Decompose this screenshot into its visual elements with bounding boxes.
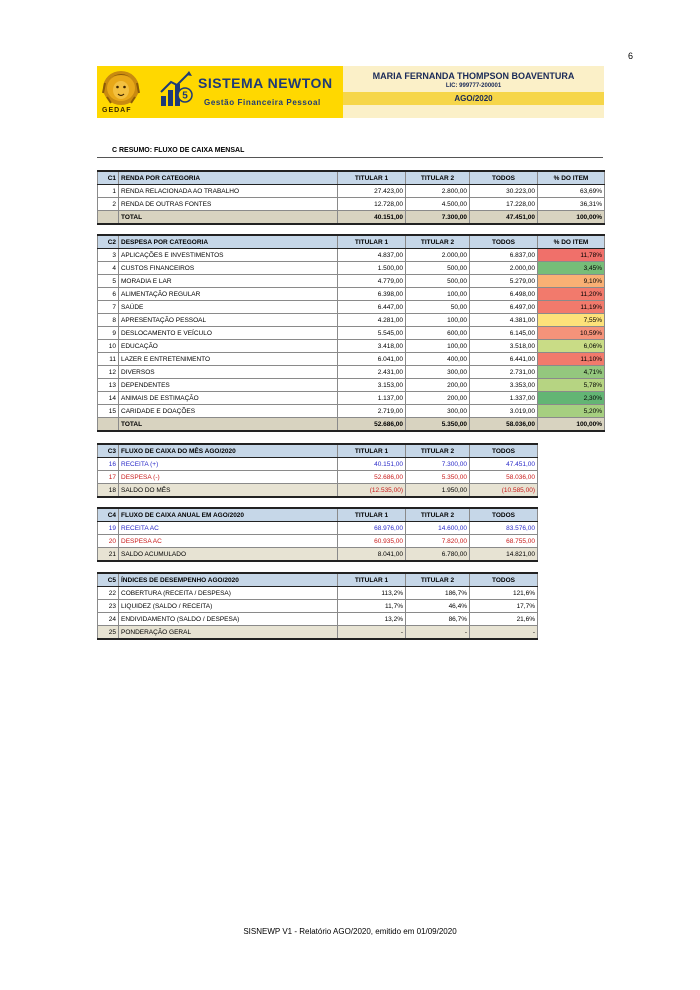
- logo-subtitle: Gestão Financeira Pessoal: [204, 98, 321, 107]
- titular-2-value: 5.350,00: [406, 471, 470, 484]
- column-header: TITULAR 2: [406, 171, 470, 185]
- row-label: MORADIA E LAR: [119, 275, 338, 288]
- percent-value: 11,10%: [538, 353, 605, 366]
- titular-2-value: 2.800,00: [406, 185, 470, 198]
- row-number: 15: [98, 405, 119, 418]
- percent-value: 2,30%: [538, 392, 605, 405]
- titular-1-value: 2.431,00: [338, 366, 406, 379]
- table-title: ÍNDICES DE DESEMPENHO AGO/2020: [119, 573, 338, 587]
- row-label: LAZER E ENTRETENIMENTO: [119, 353, 338, 366]
- table-row: [98, 471, 538, 484]
- titular-2-value: 600,00: [406, 327, 470, 340]
- row-label: CARIDADE E DOAÇÕES: [119, 405, 338, 418]
- titular-1-value: 11,7%: [338, 600, 406, 613]
- column-header: TODOS: [470, 444, 538, 458]
- column-header: TITULAR 1: [338, 508, 406, 522]
- table-title: FLUXO DE CAIXA DO MÊS AGO/2020: [119, 444, 338, 458]
- titular-1-value: 68.976,00: [338, 522, 406, 535]
- row-label: COBERTURA (RECEITA / DESPESA): [119, 587, 338, 600]
- titular-1-total: 40.151,00: [338, 211, 406, 225]
- titular-1-value: 4.837,00: [338, 249, 406, 262]
- lion-emblem-icon: [101, 69, 141, 107]
- row-label: RECEITA (+): [119, 458, 338, 471]
- titular-1-value: 8.041,00: [338, 548, 406, 562]
- titular-2-value: 46,4%: [406, 600, 470, 613]
- column-header: TITULAR 1: [338, 573, 406, 587]
- titular-1-value: 113,2%: [338, 587, 406, 600]
- todos-value: 121,6%: [470, 587, 538, 600]
- titular-1-value: 3.153,00: [338, 379, 406, 392]
- table-row: [98, 314, 605, 327]
- titular-2-total: 5.350,00: [406, 418, 470, 432]
- column-header: TITULAR 2: [406, 508, 470, 522]
- owner-license: LIC: 999777-200001: [445, 83, 502, 89]
- table-row: [98, 405, 605, 418]
- table-row: [98, 275, 605, 288]
- todos-value: 58.036,00: [470, 471, 538, 484]
- todos-value: 17,7%: [470, 600, 538, 613]
- titular-1-value: 4.281,00: [338, 314, 406, 327]
- table-row: [98, 458, 538, 471]
- titular-2-value: 300,00: [406, 366, 470, 379]
- page-number: 6: [628, 51, 634, 61]
- percent-value: 6,06%: [538, 340, 605, 353]
- logo-brand: GEDAF: [102, 107, 132, 114]
- titular-2-value: 100,00: [406, 288, 470, 301]
- table-row: [98, 613, 538, 626]
- titular-2-value: 50,00: [406, 301, 470, 314]
- percent-value: 4,71%: [538, 366, 605, 379]
- todos-value: 6.837,00: [470, 249, 538, 262]
- percent-value: 63,69%: [538, 185, 605, 198]
- row-number: 9: [98, 327, 119, 340]
- row-label: CUSTOS FINANCEIROS: [119, 262, 338, 275]
- todos-value: 2.731,00: [470, 366, 538, 379]
- table-row: [98, 522, 538, 535]
- row-label: RENDA DE OUTRAS FONTES: [119, 198, 338, 211]
- titular-2-value: -: [406, 626, 470, 640]
- table-row: [98, 262, 605, 275]
- table-fluxo-do-mes: [97, 443, 538, 498]
- todos-value: 30.223,00: [470, 185, 538, 198]
- todos-total: 58.036,00: [470, 418, 538, 432]
- row-label: DIVERSOS: [119, 366, 338, 379]
- report-header: [97, 66, 604, 118]
- row-number: 8: [98, 314, 119, 327]
- todos-value: 3.019,00: [470, 405, 538, 418]
- growth-chart-icon: [159, 70, 193, 108]
- total-row: [98, 211, 605, 225]
- row-label: SALDO DO MÊS: [119, 484, 338, 498]
- row-number: 2: [98, 198, 119, 211]
- titular-1-value: 3.418,00: [338, 340, 406, 353]
- todos-value: 68.755,00: [470, 535, 538, 548]
- row-number: 17: [98, 471, 119, 484]
- todos-value: 6.497,00: [470, 301, 538, 314]
- row-label: APRESENTAÇÃO PESSOAL: [119, 314, 338, 327]
- table-code: C5: [98, 573, 119, 587]
- table-row: [98, 198, 605, 211]
- table-row: [98, 484, 538, 498]
- percent-value: 11,78%: [538, 249, 605, 262]
- table-row: [98, 587, 538, 600]
- titular-2-value: 500,00: [406, 262, 470, 275]
- titular-2-value: 500,00: [406, 275, 470, 288]
- percent-value: 5,20%: [538, 405, 605, 418]
- percent-value: 10,59%: [538, 327, 605, 340]
- column-header: TITULAR 2: [406, 444, 470, 458]
- table-row: [98, 249, 605, 262]
- despesa-rows: [98, 249, 605, 418]
- row-number: 1: [98, 185, 119, 198]
- todos-value: 83.576,00: [470, 522, 538, 535]
- row-number: 24: [98, 613, 119, 626]
- column-header: TODOS: [470, 573, 538, 587]
- table-code: C2: [98, 235, 119, 249]
- percent-total: 100,00%: [538, 211, 605, 225]
- percent-value: 9,10%: [538, 275, 605, 288]
- titular-2-value: 86,7%: [406, 613, 470, 626]
- row-number: 4: [98, 262, 119, 275]
- table-code: C3: [98, 444, 119, 458]
- todos-value: 6.441,00: [470, 353, 538, 366]
- logo-title: SISTEMA NEWTON: [198, 75, 333, 91]
- row-number: 18: [98, 484, 119, 498]
- percent-value: 7,55%: [538, 314, 605, 327]
- row-label: DESPESA AC: [119, 535, 338, 548]
- row-label: APLICAÇÕES E INVESTIMENTOS: [119, 249, 338, 262]
- column-header: TODOS: [470, 171, 538, 185]
- column-header: TITULAR 2: [406, 235, 470, 249]
- titular-1-value: 4.779,00: [338, 275, 406, 288]
- row-label: LIQUIDEZ (SALDO / RECEITA): [119, 600, 338, 613]
- table-row: [98, 301, 605, 314]
- column-header: TITULAR 2: [406, 573, 470, 587]
- titular-1-value: 40.151,00: [338, 458, 406, 471]
- titular-1-value: 1.137,00: [338, 392, 406, 405]
- row-number: 11: [98, 353, 119, 366]
- row-label: SAÚDE: [119, 301, 338, 314]
- row-number: 22: [98, 587, 119, 600]
- table-title: FLUXO DE CAIXA ANUAL EM AGO/2020: [119, 508, 338, 522]
- table-row: [98, 185, 605, 198]
- table-code: C4: [98, 508, 119, 522]
- table-row: [98, 626, 538, 640]
- table-row: [98, 327, 605, 340]
- percent-value: 11,20%: [538, 288, 605, 301]
- todos-total: 47.451,00: [470, 211, 538, 225]
- todos-value: (10.585,00): [470, 484, 538, 498]
- row-label: ANIMAIS DE ESTIMAÇÃO: [119, 392, 338, 405]
- table-row: [98, 340, 605, 353]
- table-row: [98, 535, 538, 548]
- report-period: AGO/2020: [343, 92, 604, 105]
- todos-value: 4.381,00: [470, 314, 538, 327]
- titular-2-value: 200,00: [406, 379, 470, 392]
- titular-1-value: 52.686,00: [338, 471, 406, 484]
- row-label: EDUCAÇÃO: [119, 340, 338, 353]
- titular-1-total: 52.686,00: [338, 418, 406, 432]
- row-number: 20: [98, 535, 119, 548]
- table-row: [98, 392, 605, 405]
- column-header: TODOS: [470, 235, 538, 249]
- titular-1-value: 2.719,00: [338, 405, 406, 418]
- total-label: TOTAL: [119, 211, 338, 225]
- titular-1-value: 6.041,00: [338, 353, 406, 366]
- section-divider: [97, 157, 603, 158]
- column-header: % DO ITEM: [538, 235, 605, 249]
- row-label: ENDIVIDAMENTO (SALDO / DESPESA): [119, 613, 338, 626]
- owner-name: MARIA FERNANDA THOMPSON BOAVENTURA: [372, 71, 575, 81]
- row-label: RENDA RELACIONADA AO TRABALHO: [119, 185, 338, 198]
- percent-total: 100,00%: [538, 418, 605, 432]
- table-row: [98, 548, 538, 562]
- table-row: [98, 353, 605, 366]
- titular-2-value: 100,00: [406, 340, 470, 353]
- table-title: DESPESA POR CATEGORIA: [119, 235, 338, 249]
- percent-value: 5,78%: [538, 379, 605, 392]
- row-label: RECEITA AC: [119, 522, 338, 535]
- todos-value: 3.353,00: [470, 379, 538, 392]
- row-number: 10: [98, 340, 119, 353]
- row-label: DESPESA (-): [119, 471, 338, 484]
- row-number: 13: [98, 379, 119, 392]
- percent-value: 36,31%: [538, 198, 605, 211]
- titular-1-value: 27.423,00: [338, 185, 406, 198]
- titular-2-value: 4.500,00: [406, 198, 470, 211]
- todos-value: 5.279,00: [470, 275, 538, 288]
- row-number: 3: [98, 249, 119, 262]
- row-label: DEPENDENTES: [119, 379, 338, 392]
- row-label: SALDO ACUMULADO: [119, 548, 338, 562]
- titular-2-value: 300,00: [406, 405, 470, 418]
- titular-1-value: (12.535,00): [338, 484, 406, 498]
- titular-2-value: 186,7%: [406, 587, 470, 600]
- titular-1-value: 6.398,00: [338, 288, 406, 301]
- table-row: [98, 288, 605, 301]
- row-number: 23: [98, 600, 119, 613]
- todos-value: -: [470, 626, 538, 640]
- table-row: [98, 600, 538, 613]
- row-number: 7: [98, 301, 119, 314]
- row-number: 19: [98, 522, 119, 535]
- titular-2-value: 7.300,00: [406, 458, 470, 471]
- row-label: DESLOCAMENTO E VEÍCULO: [119, 327, 338, 340]
- table-row: [98, 379, 605, 392]
- titular-2-value: 400,00: [406, 353, 470, 366]
- row-number: 21: [98, 548, 119, 562]
- titular-1-value: 13,2%: [338, 613, 406, 626]
- logo: [97, 66, 343, 118]
- titular-2-value: 14.600,00: [406, 522, 470, 535]
- todos-value: 47.451,00: [470, 458, 538, 471]
- todos-value: 17.228,00: [470, 198, 538, 211]
- table-despesa-por-categoria: [97, 234, 605, 432]
- titular-1-value: 12.728,00: [338, 198, 406, 211]
- column-header: TODOS: [470, 508, 538, 522]
- todos-value: 6.498,00: [470, 288, 538, 301]
- titular-2-value: 200,00: [406, 392, 470, 405]
- table-row: [98, 366, 605, 379]
- titular-1-value: -: [338, 626, 406, 640]
- column-header: TITULAR 1: [338, 444, 406, 458]
- titular-2-value: 7.820,00: [406, 535, 470, 548]
- total-label: TOTAL: [119, 418, 338, 432]
- table-title: RENDA POR CATEGORIA: [119, 171, 338, 185]
- column-header: TITULAR 1: [338, 171, 406, 185]
- row-label: PONDERAÇÃO GERAL: [119, 626, 338, 640]
- todos-value: 2.000,00: [470, 262, 538, 275]
- table-fluxo-anual: [97, 507, 538, 562]
- todos-value: 14.821,00: [470, 548, 538, 562]
- row-number: 25: [98, 626, 119, 640]
- column-header: TITULAR 1: [338, 235, 406, 249]
- report-footer: SISNEWP V1 - Relatório AGO/2020, emitido em 01/09/2020: [243, 927, 457, 936]
- titular-1-value: 60.935,00: [338, 535, 406, 548]
- titular-2-value: 100,00: [406, 314, 470, 327]
- table-renda-por-categoria: [97, 170, 605, 225]
- row-number: 12: [98, 366, 119, 379]
- total-row: [98, 418, 605, 432]
- row-number: 6: [98, 288, 119, 301]
- titular-2-value: 6.780,00: [406, 548, 470, 562]
- table-code: C1: [98, 171, 119, 185]
- table-indices-desempenho: [97, 572, 538, 640]
- row-number: 14: [98, 392, 119, 405]
- owner-info: [343, 66, 604, 118]
- row-label: ALIMENTAÇÃO REGULAR: [119, 288, 338, 301]
- percent-value: 3,45%: [538, 262, 605, 275]
- todos-value: 1.337,00: [470, 392, 538, 405]
- titular-1-value: 6.447,00: [338, 301, 406, 314]
- titular-2-total: 7.300,00: [406, 211, 470, 225]
- section-title: C RESUMO: FLUXO DE CAIXA MENSAL: [112, 147, 245, 154]
- column-header: % DO ITEM: [538, 171, 605, 185]
- todos-value: 21,6%: [470, 613, 538, 626]
- titular-1-value: 5.545,00: [338, 327, 406, 340]
- titular-2-value: 1.950,00: [406, 484, 470, 498]
- todos-value: 6.145,00: [470, 327, 538, 340]
- titular-2-value: 2.000,00: [406, 249, 470, 262]
- percent-value: 11,19%: [538, 301, 605, 314]
- todos-value: 3.518,00: [470, 340, 538, 353]
- row-number: 5: [98, 275, 119, 288]
- titular-1-value: 1.500,00: [338, 262, 406, 275]
- chart-number: 5: [182, 90, 188, 102]
- row-number: 16: [98, 458, 119, 471]
